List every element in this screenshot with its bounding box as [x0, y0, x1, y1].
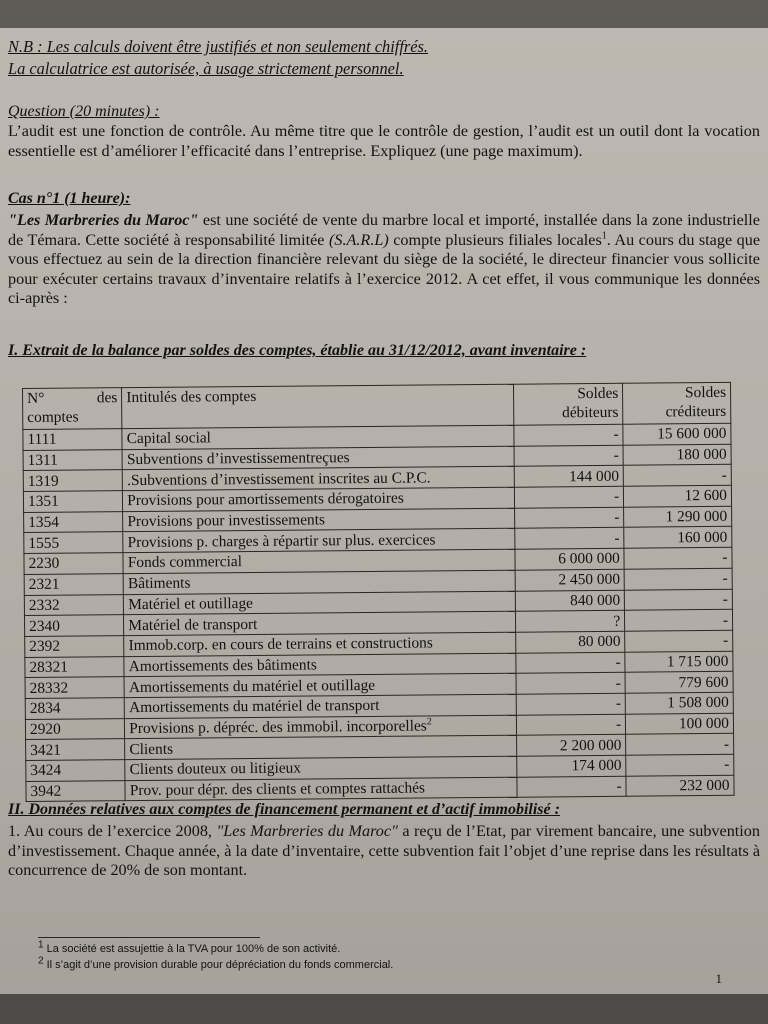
header-debit-balance: Soldes débiteurs: [513, 383, 623, 425]
account-number-cell: 1354: [24, 511, 123, 533]
account-number-cell: 2392: [25, 635, 124, 657]
company-name: "Les Marbreries du Maroc": [216, 822, 398, 840]
account-number-cell: 1319: [23, 470, 122, 492]
account-label-cell: Amortissements du matériel de transport: [124, 694, 516, 718]
debit-balance-cell: -: [514, 445, 623, 467]
table-header-row: [23, 382, 731, 429]
credit-balance-cell: 160 000: [624, 527, 732, 549]
debit-balance-cell: -: [514, 486, 623, 508]
account-number-cell: 3424: [26, 760, 125, 782]
footnote-1: 1 La société est assujettie à la TVA pour 100% de son activité.: [38, 939, 341, 955]
account-label-cell: Clients: [125, 736, 517, 760]
cas-intro-part-b: compte plusieurs filiales locales: [388, 230, 602, 249]
nb-line-2: La calculatrice est autorisée, à usage strictement personnel.: [8, 59, 404, 78]
header-account-number: N° des comptes: [23, 388, 123, 430]
account-number-cell: 28332: [25, 677, 124, 699]
footnote-ref-1: 1: [601, 230, 607, 242]
cas-title: Cas n°1 (1 heure):: [8, 190, 131, 207]
debit-balance-cell: 2 450 000: [515, 569, 624, 591]
debit-balance-cell: 80 000: [516, 631, 625, 653]
debit-balance-cell: -: [516, 693, 625, 715]
credit-balance-cell: -: [624, 547, 732, 569]
account-number-cell: 2920: [25, 718, 124, 740]
question-text: L’audit est une fonction de contrôle. Au même titre que le contrôle de gestion, l’audit est un outil dont la vocation essentielle est d’améliorer l’efficacité dans l’entreprise. Expliquez (une page maximum).: [8, 122, 760, 160]
account-number-cell: 28321: [25, 656, 124, 678]
credit-balance-cell: 779 600: [625, 672, 733, 694]
credit-balance-cell: 100 000: [626, 713, 734, 735]
account-number-cell: 2340: [24, 615, 123, 637]
footnote-separator: [38, 937, 260, 938]
account-number-cell: 1311: [23, 449, 122, 471]
account-label-cell: Provisions pour amortissements dérogatoires: [123, 487, 515, 511]
debit-balance-cell: -: [516, 672, 625, 694]
credit-balance-cell: -: [625, 630, 733, 652]
credit-balance-cell: 1 508 000: [625, 692, 733, 714]
account-label-cell: Amortissements du matériel et outillage: [124, 673, 516, 697]
credit-balance-cell: 232 000: [626, 775, 734, 797]
section-2-paragraph-1: 1. Au cours de l’exercice 2008, "Les Marbreries du Maroc" a reçu de l’Etat, par virement bancaire, une subvention d’investissement. Chaque année, à la date d’inventaire, cette subvention fait l’objet d’une reprise dans les résultats à concurrence de 20% de son montant.: [8, 822, 761, 880]
account-label-cell: Fonds commercial: [123, 549, 515, 573]
debit-balance-cell: -: [517, 776, 626, 798]
section-1-title: I. Extrait de la balance par soldes des comptes, établie au 31/12/2012, avant inventaire :: [8, 342, 587, 359]
credit-balance-cell: -: [626, 754, 734, 776]
account-label-cell: Matériel de transport: [124, 611, 516, 635]
scan-border: [0, 994, 768, 1024]
account-number-cell: 3942: [26, 780, 125, 802]
cas-intro-part-c: . Au cours du stage que vous effectuez au sein de la direction financière relevant du siège de la société, le directeur financier vous sollicite pour exécuter certains travaux d’inventaire relatifs à l’exercice 2012. A cet effet, il vous communique les données ci-après :: [8, 230, 760, 308]
credit-balance-cell: -: [623, 465, 731, 487]
footnote-ref-2: 2: [426, 716, 432, 728]
header-account-label: Intitulés des comptes: [122, 384, 514, 428]
debit-balance-cell: 174 000: [517, 755, 626, 777]
account-number-cell: 2834: [25, 698, 124, 720]
account-number-cell: 2332: [24, 594, 123, 616]
header-credit-balance: Soldes créditeurs: [623, 382, 731, 424]
account-label-cell: Provisions pour investissements: [123, 508, 515, 532]
credit-balance-cell: -: [626, 734, 734, 756]
debit-balance-cell: -: [516, 652, 625, 674]
credit-balance-cell: 1 715 000: [625, 651, 733, 673]
account-number-cell: 2230: [24, 553, 123, 575]
account-label-cell: .Subventions d’investissement inscrites au C.P.C.: [123, 467, 515, 491]
debit-balance-cell: -: [514, 424, 623, 446]
credit-balance-cell: -: [625, 609, 733, 631]
account-number-cell: 2321: [24, 573, 123, 595]
company-name: "Les Marbreries du Maroc": [8, 211, 199, 229]
account-label-cell: Provisions p. charges à répartir sur plus. exercices: [123, 529, 515, 553]
debit-balance-cell: -: [516, 714, 625, 736]
page-number: 1: [715, 971, 722, 986]
credit-balance-cell: 1 290 000: [624, 506, 732, 528]
footnote-2: 2 Il s’agit d’une provision durable pour dépréciation du fonds commercial.: [38, 955, 394, 971]
debit-balance-cell: 2 200 000: [517, 735, 626, 757]
credit-balance-cell: 15 600 000: [623, 423, 731, 445]
document-page: [0, 28, 768, 994]
account-label-cell: Provisions p. dépréc. des immobil. incorporelles$^2$: [125, 715, 517, 739]
cas-intro: [8, 211, 760, 309]
debit-balance-cell: 144 000: [514, 466, 623, 488]
debit-balance-cell: 6 000 000: [515, 548, 624, 570]
nb-line-1: N.B : Les calculs doivent être justifiés et non seulement chiffrés.: [8, 37, 429, 56]
debit-balance-cell: -: [515, 528, 624, 550]
credit-balance-cell: 180 000: [623, 444, 731, 466]
debit-balance-cell: -: [515, 507, 624, 529]
account-number-cell: 1111: [23, 429, 122, 451]
account-label-cell: Prov. pour dépr. des clients et comptes rattachés: [125, 777, 517, 801]
balance-table: [22, 382, 735, 803]
credit-balance-cell: 12 600: [624, 485, 732, 507]
account-label-cell: Clients douteux ou litigieux: [125, 756, 517, 780]
account-number-cell: 1555: [24, 532, 123, 554]
account-number-cell: 1351: [23, 491, 122, 513]
cas-intro-part-a: est une société de vente du marbre local et importé, installée dans la zone industrielle de Témara. Cette société à responsabilité limitée: [8, 211, 760, 249]
debit-balance-cell: ?: [515, 610, 624, 632]
account-label-cell: Amortissements des bâtiments: [124, 653, 516, 677]
credit-balance-cell: -: [625, 589, 733, 611]
account-number-cell: 3421: [26, 739, 125, 761]
account-label-cell: Immob.corp. en cours de terrains et constructions: [124, 632, 516, 656]
sarl-label: (S.A.R.L): [328, 230, 389, 249]
debit-balance-cell: 840 000: [515, 590, 624, 612]
account-label-cell: Matériel et outillage: [124, 591, 516, 615]
account-label-cell: Bâtiments: [123, 570, 515, 594]
account-label-cell: Subventions d’investissementreçues: [122, 446, 514, 470]
account-label-cell: Capital social: [122, 425, 514, 449]
credit-balance-cell: -: [624, 568, 732, 590]
question-title: Question (20 minutes) :: [8, 103, 160, 120]
section-2-title: II. Données relatives aux comptes de financement permanent et d’actif immobilisé :: [8, 801, 560, 818]
